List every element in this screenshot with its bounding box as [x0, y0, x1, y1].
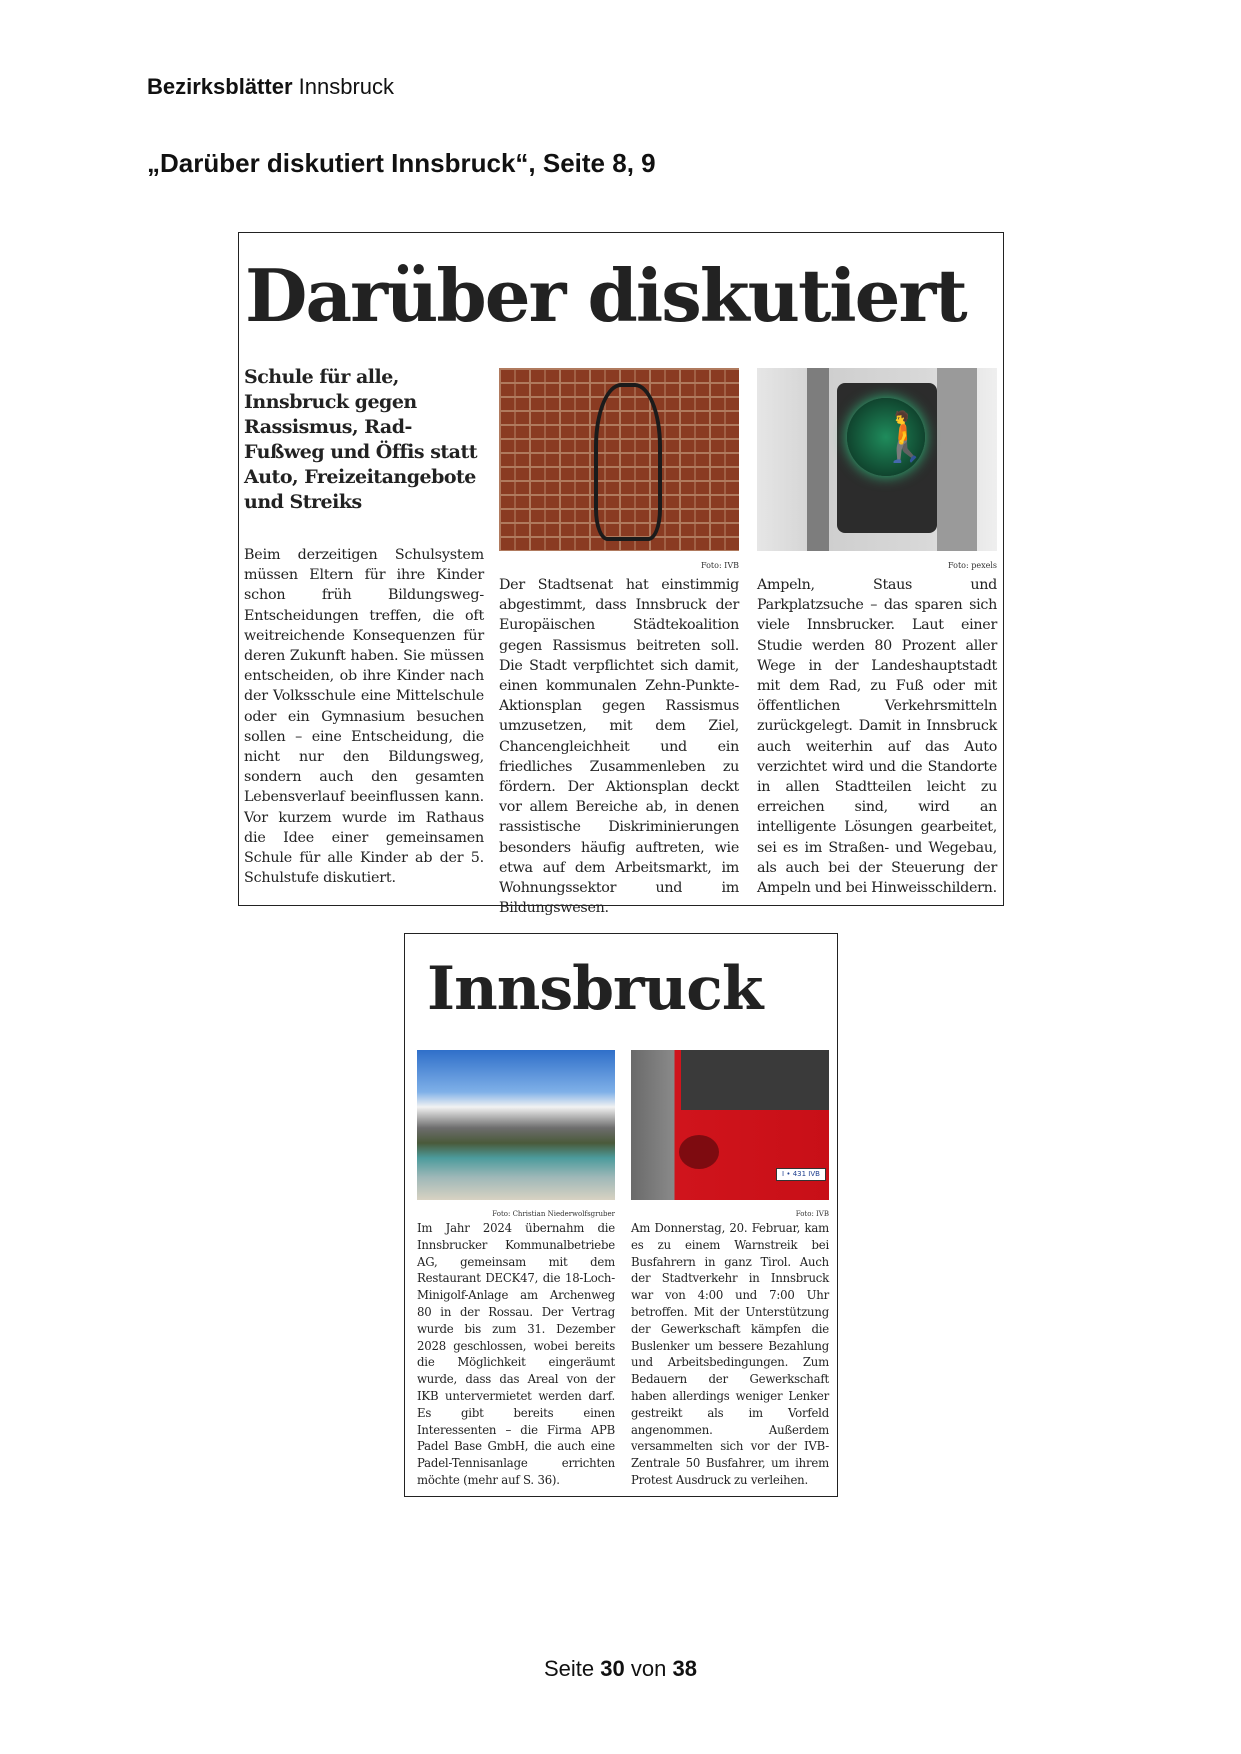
photo-credit: Foto: pexels — [948, 561, 997, 570]
clipping-2-headline: Innsbruck — [427, 954, 763, 1024]
fist-graffiti-icon — [594, 383, 662, 541]
column-traffic — [757, 368, 997, 898]
photo-credit: Foto: Christian Niederwolfsgruber — [492, 1210, 615, 1218]
column-racism — [499, 368, 739, 918]
section-title: „Darüber diskutiert Innsbruck“, Seite 8, 9 — [147, 148, 656, 178]
photo-credit: Foto: IVB — [700, 561, 739, 570]
red-bus-photo — [631, 1050, 829, 1200]
pedestrian-icon: 🚶 — [875, 409, 935, 465]
article-racism: Der Stadtsenat hat einstimmig abgestimmt, dass Innsbruck der Europäischen Städtekoalition gegen Rassismus beitreten soll. Die Stadt verpflichtet sich damit, einen kommunalen Zehn-Punkte-Aktionsplan gegen Rassismus umzusetzen, mit dem Ziel, Chancengleichheit und ein friedliches Zusammenleben zu fördern. Der Aktionsplan deckt vor allem Bereiche ab, in denen rassistische Diskriminierungen besonders häufig auftreten, wie etwa auf dem Arbeitsmarkt, im Wohnungssektor und im Bildungswesen. — [499, 577, 739, 917]
edition-name: Innsbruck — [298, 74, 395, 99]
newspaper-clipping-2 — [404, 933, 838, 1497]
page-footer: Seite 30 von 38 — [544, 1656, 697, 1681]
page-header — [147, 74, 394, 100]
brand-name: Bezirksblätter — [147, 74, 293, 99]
headlight-icon — [679, 1135, 719, 1169]
traffic-light-photo — [757, 368, 997, 551]
clipping-1-headline: Darüber diskutiert — [245, 253, 966, 338]
article-strike: Am Donnerstag, 20. Februar, kam es zu einem Warnstreik bei Busfahrern in ganz Tirol. Auch der Stadtverkehr in Innsbruck war von 4:00 und 7:00 Uhr betroffen. Mit der Unterstützung der Gewerkschaft kämpfen die Buslenker um bessere Bezahlung und Arbeitsbedingungen. Zum Bedauern der Gewerkschaft haben allerdings weniger Lenker gestreikt als im Vorfeld angenommen. Außerdem versammelten sich vor der IVB-Zentrale 50 Busfahrer, um ihrem Protest Ausdruck zu verleihen. — [631, 1221, 829, 1487]
total-pages: 38 — [672, 1656, 697, 1681]
graffiti-fist-photo — [499, 368, 739, 551]
mountain-lake-photo — [417, 1050, 615, 1200]
article-minigolf: Im Jahr 2024 übernahm die Innsbrucker Kommunalbetriebe AG, gemeinsam mit dem Restaurant DECK47, die 18-Loch-Minigolf-Anlage am Archenweg 80 in der Rossau. Der Vertrag wurde bis zum 31. Dezember 2028 geschlossen, wobei bereits die Möglichkeit eingeräumt wurde, dass das Areal von der IKB untervermietet werden darf. Es gibt bereits einen Interessenten – die Firma APB Padel Base GmbH, die auch eine Padel-Tennisanlage errichten möchte (mehr auf S. 36). — [417, 1221, 615, 1487]
license-plate: I • 431 IVB — [776, 1168, 826, 1181]
column-minigolf — [417, 1050, 615, 1489]
column-strike — [631, 1050, 829, 1489]
article-school: Beim derzeitigen Schulsystem müssen Eltern für ihre Kinder schon früh Bildungsweg-Entscheidungen treffen, die oft weitreichende Konsequenzen für deren Zukunft haben. Sie müssen entscheiden, ob ihre Kinder nach der Volksschule eine Mittelschule oder ein Gymnasium besuchen sollen – eine Entscheidung, die nicht nur den Bildungsweg, sondern auch den gesamten Lebensverlauf beeinflussen kann. Vor kurzem wurde im Rathaus die Idee einer gemeinsamen Schule für alle Kinder ab der 5. Schulstufe diskutiert. — [244, 547, 484, 887]
newspaper-clipping-1 — [238, 232, 1004, 917]
current-page: 30 — [600, 1656, 625, 1681]
article-traffic: Ampeln, Staus und Parkplatzsuche – das sparen sich viele Innsbrucker. Laut einer Studie werden 80 Prozent aller Wege in der Landeshauptstadt mit dem Rad, zu Fuß oder mit öffentlichen Verkehrsmitteln zurückgelegt. Damit in Innsbruck auch weiterhin auf das Auto verzichtet wird und die Standorte in allen Stadtteilen leicht zu erreichen sind, wird an intelligente Lösungen gearbeitet, sei es im Straßen- und Wegebau, als auch bei der Steuerung der Ampeln und bei Hinweisschildern. — [757, 577, 997, 897]
photo-credit: Foto: IVB — [795, 1210, 829, 1218]
intro-summary: Schule für alle, Innsbruck gegen Rassismus, Rad- Fußweg und Öffis statt Auto, Freizeitangebote und Streiks — [244, 366, 478, 513]
column-school — [244, 365, 484, 888]
